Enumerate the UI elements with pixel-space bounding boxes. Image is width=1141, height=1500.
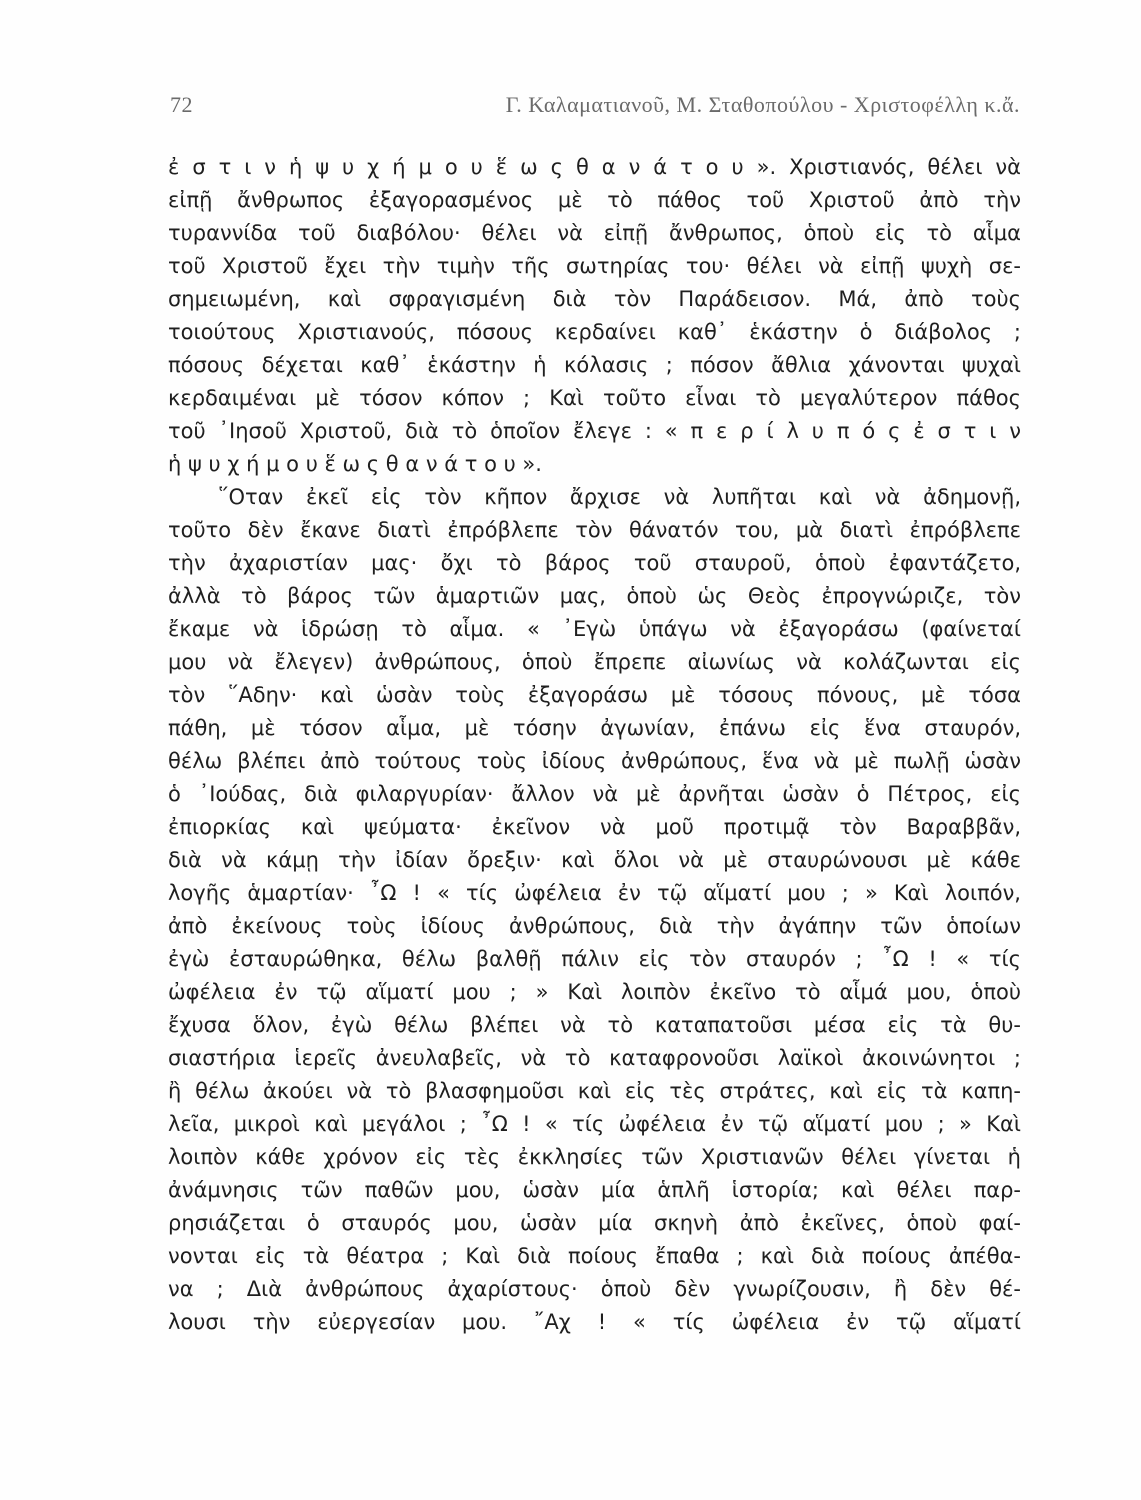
text-line: ἐ σ τ ι ν ἡ ψ υ χ ή μ ο υ ἕ ω ς θ α ν ά τ ο υ ». Χριστιανός, θέλει νὰ [168, 155, 1021, 179]
text-line: ἀπὸ ἐκείνους τοὺς ἰδίους ἀνθρώπους, διὰ τὴν ἀγάπην τῶν ὁποίων [168, 914, 1021, 938]
text-line: τοῦ ᾽Ιησοῦ Χριστοῦ, διὰ τὸ ὁποῖον ἔλεγε : « π ε ρ ί λ υ π ό ς ἐ σ τ ι ν [168, 419, 1021, 443]
text-line: πόσους δέχεται καθ᾽ ἑκάστην ἡ κόλασις ; πόσον ἄθλια χάνονται ψυχαὶ [168, 353, 1021, 377]
text-line: ὁ ᾽Ιούδας, διὰ φιλαργυρίαν· ἄλλον νὰ μὲ ἀρνῆται ὡσὰν ὁ Πέτρος, εἰς [168, 782, 1021, 806]
text-line: θέλω βλέπει ἀπὸ τούτους τοὺς ἰδίους ἀνθρώπους, ἕνα νὰ μὲ πωλῇ ὡσὰν [168, 749, 1021, 773]
text-line: ἀνάμνησις τῶν παθῶν μου, ὡσὰν μία ἁπλῆ ἱστορία; καὶ θέλει παρ- [168, 1178, 1021, 1202]
text-line: λοιπὸν κάθε χρόνον εἰς τὲς ἐκκλησίες τῶν Χριστιανῶν θέλει γίνεται ἡ [168, 1145, 1021, 1169]
text-line: διὰ νὰ κάμῃ τὴν ἰδίαν ὄρεξιν· καὶ ὅλοι νὰ μὲ σταυρώνουσι μὲ κάθε [168, 848, 1021, 872]
text-line: τοιούτους Χριστιανούς, πόσους κερδαίνει καθ᾽ ἑκάστην ὁ διάβολος ; [168, 320, 1021, 344]
text-line: λουσι τὴν εὐεργεσίαν μου. ῎Αχ ! « τίς ὠφέλεια ἐν τῷ αἵματί [168, 1310, 1021, 1334]
text-line: νονται εἰς τὰ θέατρα ; Καὶ διὰ ποίους ἔπαθα ; καὶ διὰ ποίους ἀπέθα- [168, 1244, 1021, 1268]
text-line: ἡ ψ υ χ ή μ ο υ ἕ ω ς θ α ν ά τ ο υ ». [168, 452, 542, 476]
running-title: Γ. Καλαματιανοῦ, Μ. Σταθοπούλου - Χριστοφέλλη κ.ἄ. [505, 92, 1020, 117]
page-number: 72 [170, 92, 193, 117]
text-line: εἰπῇ ἄνθρωπος ἐξαγορασμένος μὲ τὸ πάθος τοῦ Χριστοῦ ἀπὸ τὴν [168, 188, 1021, 212]
text-line: ἢ θέλω ἀκούει νὰ τὸ βλασφημοῦσι καὶ εἰς τὲς στράτες, καὶ εἰς τὰ καπη- [168, 1079, 1021, 1103]
text-line: λεῖα, μικροὶ καὶ μεγάλοι ; ῏Ω ! « τίς ὠφέλεια ἐν τῷ αἵματί μου ; » Καὶ [168, 1112, 1021, 1136]
text-line: κερδαιμέναι μὲ τόσον κόπον ; Καὶ τοῦτο εἶναι τὸ μεγαλύτερον πάθος [168, 386, 1021, 410]
running-head [170, 92, 1020, 122]
text-line: τὴν ἀχαριστίαν μας· ὄχι τὸ βάρος τοῦ σταυροῦ, ὁποὺ ἐφαντάζετο, [168, 551, 1021, 575]
text-line: ἔκαμε νὰ ἱδρώσῃ τὸ αἷμα. « ᾽Εγὼ ὑπάγω νὰ ἐξαγοράσω (φαίνεταί [168, 617, 1021, 641]
text-line: τοῦτο δὲν ἔκανε διατὶ ἐπρόβλεπε τὸν θάνατόν του, μὰ διατὶ ἐπρόβλεπε [168, 518, 1021, 542]
text-line: να ; Διὰ ἀνθρώπους ἀχαρίστους· ὁποὺ δὲν γνωρίζουσιν, ἢ δὲν θέ- [168, 1277, 1021, 1301]
text-line: ἔχυσα ὅλον, ἐγὼ θέλω βλέπει νὰ τὸ καταπατοῦσι μέσα εἰς τὰ θυ- [168, 1013, 1021, 1037]
text-line: ἐγὼ ἐσταυρώθηκα, θέλω βαλθῇ πάλιν εἰς τὸν σταυρόν ; ῏Ω ! « τίς [168, 947, 1021, 971]
text-line: τοῦ Χριστοῦ ἔχει τὴν τιμὴν τῆς σωτηρίας του· θέλει νὰ εἰπῇ ψυχὴ σε- [168, 254, 1021, 278]
body-text [168, 151, 1021, 1339]
text-line: σιαστήρια ἱερεῖς ἀνευλαβεῖς, νὰ τὸ καταφρονοῦσι λαϊκοὶ ἀκοινώνητοι ; [168, 1046, 1021, 1070]
text-line: ἀλλὰ τὸ βάρος τῶν ἁμαρτιῶν μας, ὁποὺ ὡς Θεὸς ἐπρογνώριζε, τὸν [168, 584, 1021, 608]
text-line: ρησιάζεται ὁ σταυρός μου, ὡσὰν μία σκηνὴ ἀπὸ ἐκεῖνες, ὁποὺ φαί- [168, 1211, 1021, 1235]
text-line: τὸν ῞Αδην· καὶ ὡσὰν τοὺς ἐξαγοράσω μὲ τόσους πόνους, μὲ τόσα [168, 683, 1021, 707]
text-line: τυραννίδα τοῦ διαβόλου· θέλει νὰ εἰπῇ ἄνθρωπος, ὁποὺ εἰς τὸ αἷμα [168, 221, 1021, 245]
text-line: ὠφέλεια ἐν τῷ αἵματί μου ; » Καὶ λοιπὸν ἐκεῖνο τὸ αἷμά μου, ὁποὺ [168, 980, 1021, 1004]
text-line: πάθη, μὲ τόσον αἷμα, μὲ τόσην ἀγωνίαν, ἐπάνω εἰς ἕνα σταυρόν, [168, 716, 1021, 740]
text-line: λογῆς ἁμαρτίαν· ῏Ω ! « τίς ὠφέλεια ἐν τῷ αἵματί μου ; » Καὶ λοιπόν, [168, 881, 1021, 905]
paragraph-start-line: ῞Οταν ἐκεῖ εἰς τὸν κῆπον ἄρχισε νὰ λυπῆται καὶ νὰ ἀδημονῇ, [218, 485, 1021, 509]
text-line: ἐπιορκίας καὶ ψεύματα· ἐκεῖνον νὰ μοῦ προτιμᾷ τὸν Βαραββᾶν, [168, 815, 1021, 839]
text-line: μου νὰ ἔλεγεν) ἀνθρώπους, ὁποὺ ἔπρεπε αἰωνίως νὰ κολάζωνται εἰς [168, 650, 1021, 674]
text-line: σημειωμένη, καὶ σφραγισμένη διὰ τὸν Παράδεισον. Μά, ἀπὸ τοὺς [168, 287, 1021, 311]
